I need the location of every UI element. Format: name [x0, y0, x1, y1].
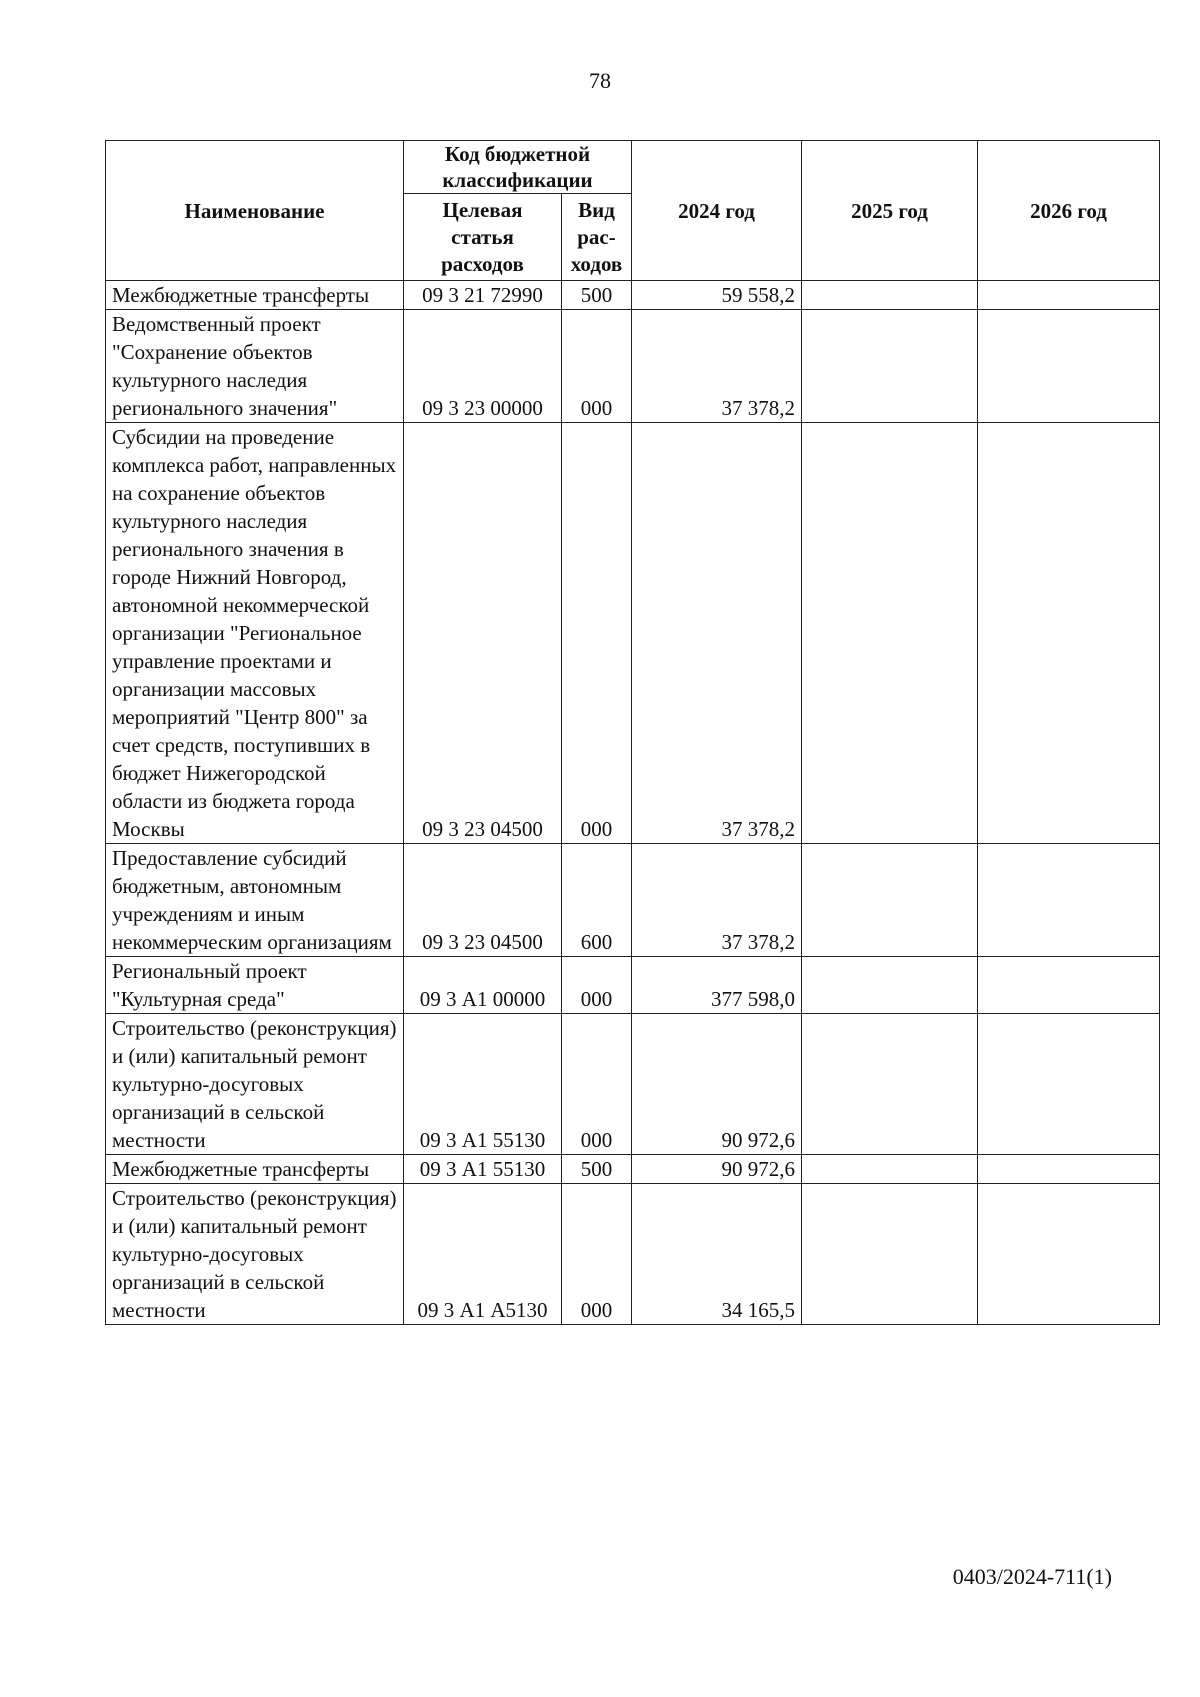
- page-number: 78: [589, 68, 611, 93]
- row-code: 09 3 23 04500: [404, 844, 562, 957]
- row-amount-2025: [802, 281, 978, 310]
- row-amount-2026: [978, 1155, 1160, 1184]
- row-amount-2026: [978, 281, 1160, 310]
- row-amount-2024: 34 165,5: [632, 1184, 802, 1325]
- row-amount-2024: 37 378,2: [632, 844, 802, 957]
- row-amount-2026: [978, 844, 1160, 957]
- row-amount-2026: [978, 957, 1160, 1014]
- row-code: 09 3 21 72990: [404, 281, 562, 310]
- budget-table: [105, 140, 1160, 1325]
- table-body: [106, 281, 1160, 1325]
- table-row: [106, 310, 1160, 423]
- row-expense-type: 500: [562, 1155, 632, 1184]
- row-amount-2025: [802, 1184, 978, 1325]
- row-expense-type: 000: [562, 310, 632, 423]
- table-row: [106, 1184, 1160, 1325]
- header-target-article: Целевая статья расходов: [404, 194, 562, 281]
- row-amount-2026: [978, 310, 1160, 423]
- row-amount-2025: [802, 957, 978, 1014]
- row-code: 09 3 А1 55130: [404, 1155, 562, 1184]
- row-code: 09 3 А1 55130: [404, 1014, 562, 1155]
- row-name: Субсидии на проведение комплекса работ, направленных на сохранение объектов культурного наследия регионального значения в городе Нижний Новгород, автономной некоммерческой организации "Региональное управление проектами и организации массовых мероприятий "Центр 800" за счет средств, поступивших в бюджет Нижегородской области из бюджета города Москвы: [106, 423, 404, 844]
- header-year-2024: 2024 год: [632, 141, 802, 281]
- header-year-2025: 2025 год: [802, 141, 978, 281]
- table-row: [106, 1014, 1160, 1155]
- row-amount-2025: [802, 844, 978, 957]
- header-row-1: [106, 141, 1160, 194]
- row-expense-type: 000: [562, 1184, 632, 1325]
- row-expense-type: 000: [562, 423, 632, 844]
- table-row: [106, 844, 1160, 957]
- row-code: 09 3 23 04500: [404, 423, 562, 844]
- row-expense-type: 000: [562, 957, 632, 1014]
- header-year-2026: 2026 год: [978, 141, 1160, 281]
- row-amount-2024: 37 378,2: [632, 423, 802, 844]
- table-row: [106, 957, 1160, 1014]
- header-name: Наименование: [106, 141, 404, 281]
- row-amount-2025: [802, 1155, 978, 1184]
- row-code: 09 3 23 00000: [404, 310, 562, 423]
- row-amount-2024: 59 558,2: [632, 281, 802, 310]
- document-number: 0403/2024-711(1): [952, 1564, 1112, 1589]
- row-amount-2024: 90 972,6: [632, 1014, 802, 1155]
- row-expense-type: 500: [562, 281, 632, 310]
- row-amount-2025: [802, 1014, 978, 1155]
- header-expense-type: Вид рас- ходов: [562, 194, 632, 281]
- row-name: Региональный проект "Культурная среда": [106, 957, 404, 1014]
- row-amount-2026: [978, 423, 1160, 844]
- row-name: Межбюджетные трансферты: [106, 281, 404, 310]
- table-row: [106, 423, 1160, 844]
- header-code-group: Код бюджетной классификации: [404, 141, 632, 194]
- row-code: 09 3 А1 00000: [404, 957, 562, 1014]
- row-expense-type: 000: [562, 1014, 632, 1155]
- row-amount-2026: [978, 1014, 1160, 1155]
- table-row: [106, 1155, 1160, 1184]
- row-amount-2024: 37 378,2: [632, 310, 802, 423]
- row-amount-2024: 377 598,0: [632, 957, 802, 1014]
- row-amount-2025: [802, 423, 978, 844]
- row-name: Межбюджетные трансферты: [106, 1155, 404, 1184]
- row-name: Предоставление субсидий бюджетным, автономным учреждениям и иным некоммерческим организациям: [106, 844, 404, 957]
- row-amount-2025: [802, 310, 978, 423]
- row-amount-2026: [978, 1184, 1160, 1325]
- row-name: Ведомственный проект "Сохранение объектов культурного наследия регионального значения": [106, 310, 404, 423]
- row-expense-type: 600: [562, 844, 632, 957]
- row-name: Строительство (реконструкция) и (или) капитальный ремонт культурно-досуговых организаций в сельской местности: [106, 1184, 404, 1325]
- row-amount-2024: 90 972,6: [632, 1155, 802, 1184]
- row-name: Строительство (реконструкция) и (или) капитальный ремонт культурно-досуговых организаций в сельской местности: [106, 1014, 404, 1155]
- table-row: [106, 281, 1160, 310]
- row-code: 09 3 А1 А5130: [404, 1184, 562, 1325]
